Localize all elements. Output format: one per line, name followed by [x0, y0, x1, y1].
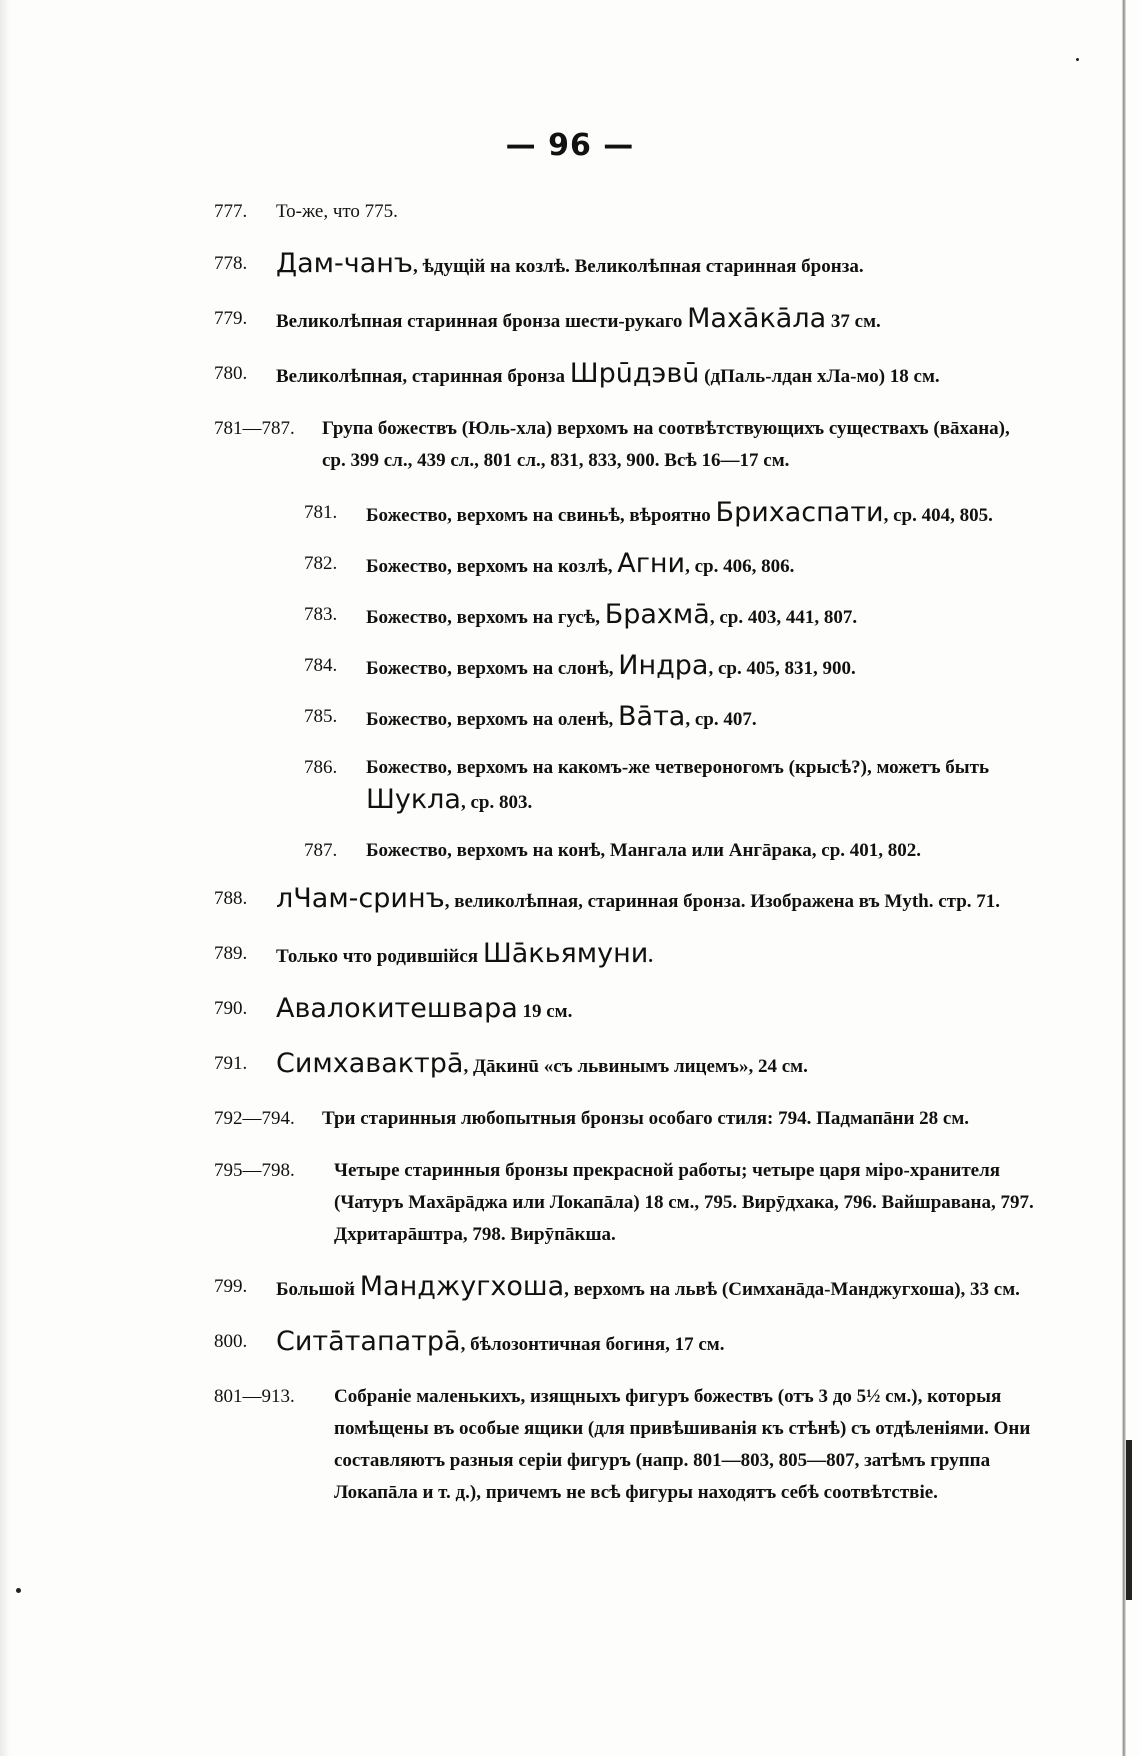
- catalog-entry: [214, 1326, 1034, 1361]
- deity-name: Авалокитешвара: [276, 993, 518, 1024]
- entry-text-fragment: Божество, верхомъ на слонѣ,: [366, 658, 619, 679]
- catalog-entry: [214, 1103, 1034, 1135]
- entry-text: [304, 548, 1034, 583]
- entry-text-fragment: Божество, верхомъ на конѣ, Мангала или Ангāрака, ср. 401, 802.: [366, 840, 922, 861]
- entry-text-fragment: 37 см.: [826, 311, 881, 332]
- entry-number: 786.: [304, 757, 338, 778]
- ink-speck: [16, 1588, 21, 1593]
- catalog-entry: [214, 993, 1034, 1028]
- entry-text-fragment: Божество, верхомъ на свиньѣ, вѣроятно: [366, 505, 716, 526]
- deity-name: Шāкьямуни: [482, 938, 649, 969]
- entry-number: 777.: [214, 201, 248, 222]
- entry-text: [214, 1381, 1034, 1509]
- catalog-entry: [214, 413, 1034, 477]
- entry-text-fragment: Божество, верхомъ на козлѣ,: [366, 556, 618, 577]
- entry-text: [214, 248, 1034, 283]
- deity-name: Брихаспати: [715, 497, 884, 528]
- entry-text: [304, 835, 1034, 867]
- catalog-entry: [304, 752, 1034, 819]
- entry-text-fragment: , ср. 803.: [460, 792, 533, 813]
- deity-name: Дам-чанъ: [276, 248, 413, 279]
- entry-text-fragment: , верхомъ на львѣ (Симханāда-Манджугхоша), 33 см.: [564, 1279, 1020, 1300]
- entry-text: [214, 1155, 1034, 1251]
- entry-number: 792—794.: [214, 1108, 295, 1129]
- entry-text-fragment: (дПаль-лдан хЛа-мо) 18 см.: [699, 366, 940, 387]
- entry-number: 782.: [304, 553, 338, 574]
- entry-text: [214, 1103, 1034, 1135]
- entry-text: [214, 358, 1034, 393]
- entry-text-fragment: , ср. 406, 806.: [685, 556, 795, 577]
- catalog-entry: [214, 196, 1034, 228]
- entry-text: [214, 1271, 1034, 1306]
- entry-text: [214, 883, 1034, 918]
- entry-text: [214, 938, 1034, 973]
- entry-text-fragment: , ср. 405, 831, 900.: [708, 658, 856, 679]
- deity-name: Вāта: [618, 701, 686, 732]
- entry-text-fragment: , Дāкинū «съ львинымъ лицемъ», 24 см.: [463, 1056, 808, 1077]
- entry-number: 778.: [214, 253, 248, 274]
- entry-text-fragment: Четыре старинныя бронзы прекрасной работы; четыре царя міро-хранителя (Чатуръ Махāрāджа или Локапāла) 18 см., 795. Вирӯдхака, 796. Вайшравана, 797. Дхритарāштра, 798. Вирӯпāкша.: [334, 1160, 1034, 1245]
- catalog-entry: [214, 1155, 1034, 1251]
- entry-number: 790.: [214, 998, 248, 1019]
- entry-text-fragment: , ср. 403, 441, 807.: [709, 607, 858, 628]
- catalog-entry: [214, 303, 1034, 338]
- entry-text: [304, 599, 1034, 634]
- entry-number: 785.: [304, 706, 338, 727]
- deity-name: Манджугхоша: [359, 1271, 565, 1302]
- entry-number: 801—913.: [214, 1386, 295, 1407]
- catalog-entry: [214, 1381, 1034, 1509]
- entry-number: 779.: [214, 308, 248, 329]
- catalog-entry: [304, 599, 1034, 634]
- catalog-entry: [304, 835, 1034, 867]
- entry-text-fragment: , великолѣпная, старинная бронза. Изображена въ Myth. стр. 71.: [444, 891, 1001, 912]
- entry-number: 783.: [304, 604, 338, 625]
- catalog-entry: [304, 701, 1034, 736]
- deity-name: лЧам-сринъ: [276, 883, 445, 914]
- catalog-entry: [214, 358, 1034, 393]
- entry-number: 781.: [304, 502, 338, 523]
- catalog-entry: [304, 497, 1034, 532]
- entry-number: 781—787.: [214, 418, 295, 439]
- entry-text-fragment: Три старинныя любопытныя бронзы особаго стиля: 794. Падмапāни 28 см.: [322, 1108, 970, 1129]
- deity-name: Махāкāла: [687, 303, 827, 334]
- catalog-entry: [214, 1048, 1034, 1083]
- entry-number: 780.: [214, 363, 248, 384]
- deity-name: Индра: [618, 650, 709, 681]
- entry-text-fragment: , ср. 404, 805.: [883, 505, 993, 526]
- entry-text-fragment: Божество, верхомъ на какомъ-же четвероногомъ (крысѣ?), можетъ быть: [366, 757, 990, 778]
- entry-number: 800.: [214, 1331, 248, 1352]
- entry-text-fragment: , бѣлозонтичная богиня, 17 см.: [460, 1334, 725, 1355]
- entry-text: [304, 752, 1034, 819]
- entry-text-fragment: , ср. 407.: [685, 709, 757, 730]
- catalog-entry: [214, 938, 1034, 973]
- deity-name: Шукла: [366, 784, 461, 815]
- catalog-entry: [304, 650, 1034, 685]
- deity-name: Брахмā: [604, 599, 710, 630]
- entry-text-fragment: Божество, верхомъ на оленѣ,: [366, 709, 619, 730]
- entry-text-fragment: 19 см.: [517, 1001, 573, 1022]
- entry-text-fragment: Только что родившійся: [276, 946, 483, 967]
- entry-number: 787.: [304, 840, 338, 861]
- entry-text-fragment: .: [648, 946, 654, 967]
- entry-text-fragment: , ѣдущій на козлѣ. Великолѣпная старинная бронза.: [412, 256, 864, 277]
- deity-name: Шрūдэвū: [569, 358, 700, 389]
- page-binding-mark: [1126, 1440, 1132, 1600]
- catalog-entry: [214, 883, 1034, 918]
- entry-number: 788.: [214, 888, 248, 909]
- entry-text: [214, 196, 1034, 228]
- entry-text: [214, 1326, 1034, 1361]
- ink-speck: [1076, 58, 1079, 61]
- deity-name: Ситāтапатрā: [276, 1326, 461, 1357]
- entry-number: 795—798.: [214, 1160, 295, 1181]
- page-left-shadow: [0, 0, 10, 1756]
- catalog-entries: [214, 196, 1034, 1529]
- entry-number: 799.: [214, 1276, 248, 1297]
- entry-text-fragment: Большой: [276, 1279, 360, 1300]
- entry-text-fragment: Божество, верхомъ на гусѣ,: [366, 607, 605, 628]
- entry-text-fragment: Великолѣпная старинная бронза шести-рукаго: [276, 311, 688, 332]
- entry-text: [304, 650, 1034, 685]
- page-number: — 96 —: [505, 128, 635, 163]
- catalog-entry: [304, 548, 1034, 583]
- entry-text: [214, 413, 1034, 477]
- entry-number: 784.: [304, 655, 338, 676]
- entry-text: [304, 701, 1034, 736]
- catalog-entry: [214, 1271, 1034, 1306]
- entry-text-fragment: Група божествъ (Юль-хла) верхомъ на соотвѣтствующихъ существахъ (вāхана), ср. 399 сл., 439 сл., 801 сл., 831, 833, 900. Всѣ 16—17 см.: [322, 418, 1010, 471]
- entry-text-fragment: Великолѣпная, старинная бронза: [276, 366, 570, 387]
- entry-text: [214, 993, 1034, 1028]
- deity-name: Агни: [617, 548, 686, 579]
- entry-text: [214, 1048, 1034, 1083]
- entry-text: [304, 497, 1034, 532]
- entry-text: [214, 303, 1034, 338]
- entry-text-fragment: Собраніе маленькихъ, изящныхъ фигуръ божествъ (отъ 3 до 5½ см.), которыя помѣщены въ особые ящики (для привѣшиванія къ стѣнѣ) съ отдѣленіями. Они составляютъ разныя серіи фигуръ (напр. 801—803, 805—807, затѣмъ группа Локапāла и т. д.), причемъ не всѣ фигуры находятъ себѣ соотвѣтствіе.: [334, 1386, 1031, 1503]
- entry-number: 789.: [214, 943, 248, 964]
- entry-text-fragment: То-же, что 775.: [276, 201, 398, 222]
- deity-name: Симхавактрā: [276, 1048, 464, 1079]
- catalog-entry: [214, 248, 1034, 283]
- entry-number: 791.: [214, 1053, 248, 1074]
